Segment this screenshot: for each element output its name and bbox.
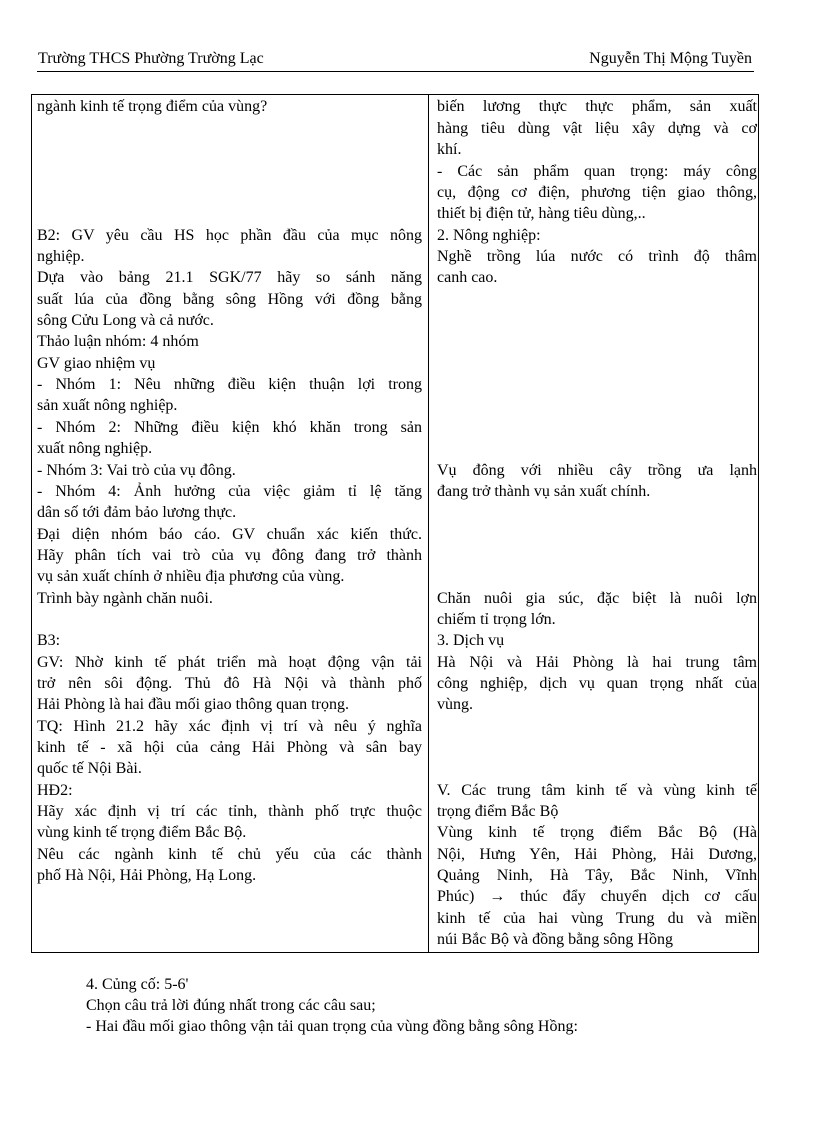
right-text-line: V. Các trung tâm kinh tế và vùng kinh tế [437,782,757,799]
right-text-line: công nghiệp, dịch vụ quan trọng nhất của [437,675,757,692]
consolidation-heading: 4. Củng cố: 5-6' [86,976,189,993]
right-text-line: Nội, Hưng Yên, Hải Phòng, Hải Dương, [437,846,757,863]
right-text-line: 2. Nông nghiệp: [437,227,541,244]
right-text-line: núi Bắc Bộ và đồng bằng sông Hồng [437,931,673,948]
left-text-line: Nêu các ngành kinh tế chủ yếu của các thành [37,846,422,863]
right-text-line: - Các sản phẩm quan trọng: máy công [437,163,757,180]
right-text-line: 3. Dịch vụ [437,632,505,649]
consolidation-question: - Hai đầu mối giao thông vận tải quan trọng của vùng đồng bằng sông Hồng: [86,1018,578,1035]
table-column-divider [428,94,429,953]
consolidation-instruction: Chọn câu trả lời đúng nhất trong các câu sau; [86,997,376,1014]
right-text-line: kinh tế của hai vùng Trung du và miền [437,910,757,927]
left-text-line: kinh tế - xã hội của cảng Hải Phòng và sân bay [37,739,422,756]
right-text-line: biến lương thực thực phẩm, sản xuất [437,98,757,115]
left-text-line: B2: GV yêu cầu HS học phần đầu của mục nông [37,227,422,244]
right-text-line: Chăn nuôi gia súc, đặc biệt là nuôi lợn [437,590,757,607]
right-text-line: thiết bị điện tử, hàng tiêu dùng,.. [437,205,646,222]
header-rule [37,71,754,72]
left-text-line: ngành kinh tế trọng điểm của vùng? [37,98,268,115]
left-text-line: - Nhóm 4: Ảnh hưởng của việc giảm tỉ lệ tăng [37,483,422,500]
right-text-line: canh cao. [437,269,498,286]
right-text-line: vùng. [437,696,473,713]
left-text-line: dân số tới đảm bảo lương thực. [37,504,237,521]
left-text-line: Đại diện nhóm báo cáo. GV chuẩn xác kiến thức. [37,526,422,543]
left-text-line: - Nhóm 3: Vai trò của vụ đông. [37,462,236,479]
left-text-line: phố Hà Nội, Hải Phòng, Hạ Long. [37,867,257,884]
right-text-line: khí. [437,141,462,158]
left-text-line: Dựa vào bảng 21.1 SGK/77 hãy so sánh năng [37,269,422,286]
right-text-line: Nghề trồng lúa nước có trình độ thâm [437,248,757,265]
left-text-line: GV: Nhờ kinh tế phát triển mà hoạt động vận tải [37,654,422,671]
right-text-line: Vùng kinh tế trọng điểm Bắc Bộ (Hà [437,824,757,841]
right-text-line: chiếm tỉ trọng lớn. [437,611,556,628]
header-teacher: Nguyễn Thị Mộng Tuyền [589,50,752,67]
left-text-line: Hải Phòng là hai đầu mối giao thông quan trọng. [37,696,349,713]
right-text-line: Quảng Ninh, Hà Tây, Bắc Ninh, Vĩnh [437,867,757,884]
right-text-line: trọng điểm Bắc Bộ [437,803,559,820]
right-text-line: hàng tiêu dùng vật liệu xây dựng và cơ [437,120,757,137]
right-text-line: cụ, động cơ điện, phương tiện giao thông, [437,184,757,201]
left-text-line: sông Cửu Long và cả nước. [37,312,214,329]
left-text-line: Thảo luận nhóm: 4 nhóm [37,333,199,350]
left-text-line: Hãy phân tích vai trò của vụ đông đang trở thành [37,547,422,564]
right-text-line: Hà Nội và Hải Phòng là hai trung tâm [437,654,757,671]
right-text-line: đang trở thành vụ sản xuất chính. [437,483,651,500]
left-text-line: Trình bày ngành chăn nuôi. [37,590,213,607]
left-text-line: vụ sản xuất chính ở nhiều địa phương của vùng. [37,568,345,585]
left-text-line: GV giao nhiệm vụ [37,355,156,372]
left-text-line: B3: [37,632,61,649]
left-text-line: sản xuất nông nghiệp. [37,397,178,414]
right-text-line: Phúc) → thúc đẩy chuyển dịch cơ cấu [437,888,757,905]
left-text-line: vùng kinh tế trọng điểm Bắc Bộ. [37,824,247,841]
left-text-line: trở nên sôi động. Thủ đô Hà Nội và thành phố [37,675,422,692]
left-text-line: - Nhóm 1: Nêu những điều kiện thuận lợi trong [37,376,422,393]
left-text-line: Hãy xác định vị trí các tỉnh, thành phố trực thuộc [37,803,422,820]
left-text-line: suất lúa của đồng bằng sông Hồng với đồng bằng [37,291,422,308]
left-text-line: TQ: Hình 21.2 hãy xác định vị trí và nêu ý nghĩa [37,718,422,735]
left-text-line: HĐ2: [37,782,73,799]
left-text-line: quốc tế Nội Bài. [37,760,142,777]
left-text-line: nghiệp. [37,248,85,265]
left-text-line: - Nhóm 2: Những điều kiện khó khăn trong sản [37,419,422,436]
right-text-line: Vụ đông với nhiều cây trồng ưa lạnh [437,462,757,479]
header-school: Trường THCS Phường Trường Lạc [38,50,264,67]
left-text-line: xuất nông nghiệp. [37,440,153,457]
